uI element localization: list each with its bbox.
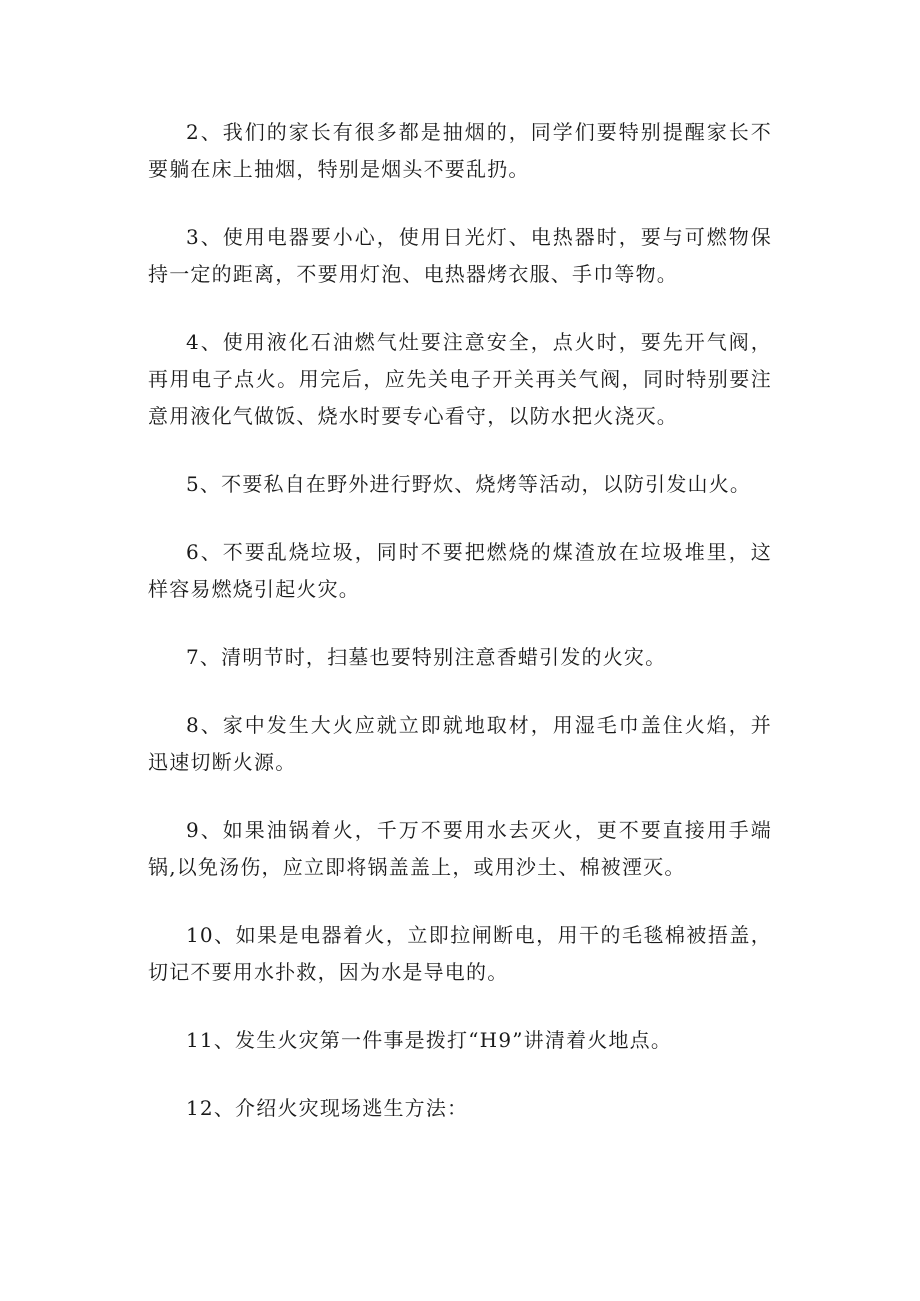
paragraph-12: 12、介绍火灾现场逃生方法： [186,1096,469,1120]
paragraph-11: 11、发生火灾第一件事是拨打“H9”讲清着火地点。 [186,1028,673,1052]
paragraph-9: 9、如果油锅着火，千万不要用水去灭火，更不要直接用手端锅,以免汤伤，应立即将锅盖盖上，或用沙土、棉被湮灭。 [148,818,772,879]
paragraph-10: 10、如果是电器着火，立即拉闸断电，用干的毛毯棉被捂盖，切记不要用水扑救，因为水是导电的。 [148,923,772,984]
paragraph-3: 3、使用电器要小心，使用日光灯、电热器时，要与可燃物保持一定的距离，不要用灯泡、电热器烤衣服、手巾等物。 [148,225,772,286]
paragraph-8: 8、家中发生大火应就立即就地取材，用湿毛巾盖住火焰，并迅速切断火源。 [148,713,772,774]
paragraph-4: 4、使用液化石油燃气灶要注意安全，点火时，要先开气阀，再用电子点火。用完后，应先关电子开关再关气阀，同时特别要注意用液化气做饭、烧水时要专心看守，以防水把火浇灭。 [148,330,772,428]
paragraph-5: 5、不要私自在野外进行野炊、烧烤等活动，以防引发山火。 [186,472,752,496]
paragraph-6: 6、不要乱烧垃圾，同时不要把燃烧的煤渣放在垃圾堆里，这样容易燃烧引起火灾。 [148,540,772,601]
paragraph-7: 7、清明节时，扫墓也要特别注意香蜡引发的火灾。 [186,645,667,669]
paragraph-2: 2、我们的家长有很多都是抽烟的，同学们要特别提醒家长不要躺在床上抽烟，特别是烟头不要乱扔。 [148,120,772,181]
